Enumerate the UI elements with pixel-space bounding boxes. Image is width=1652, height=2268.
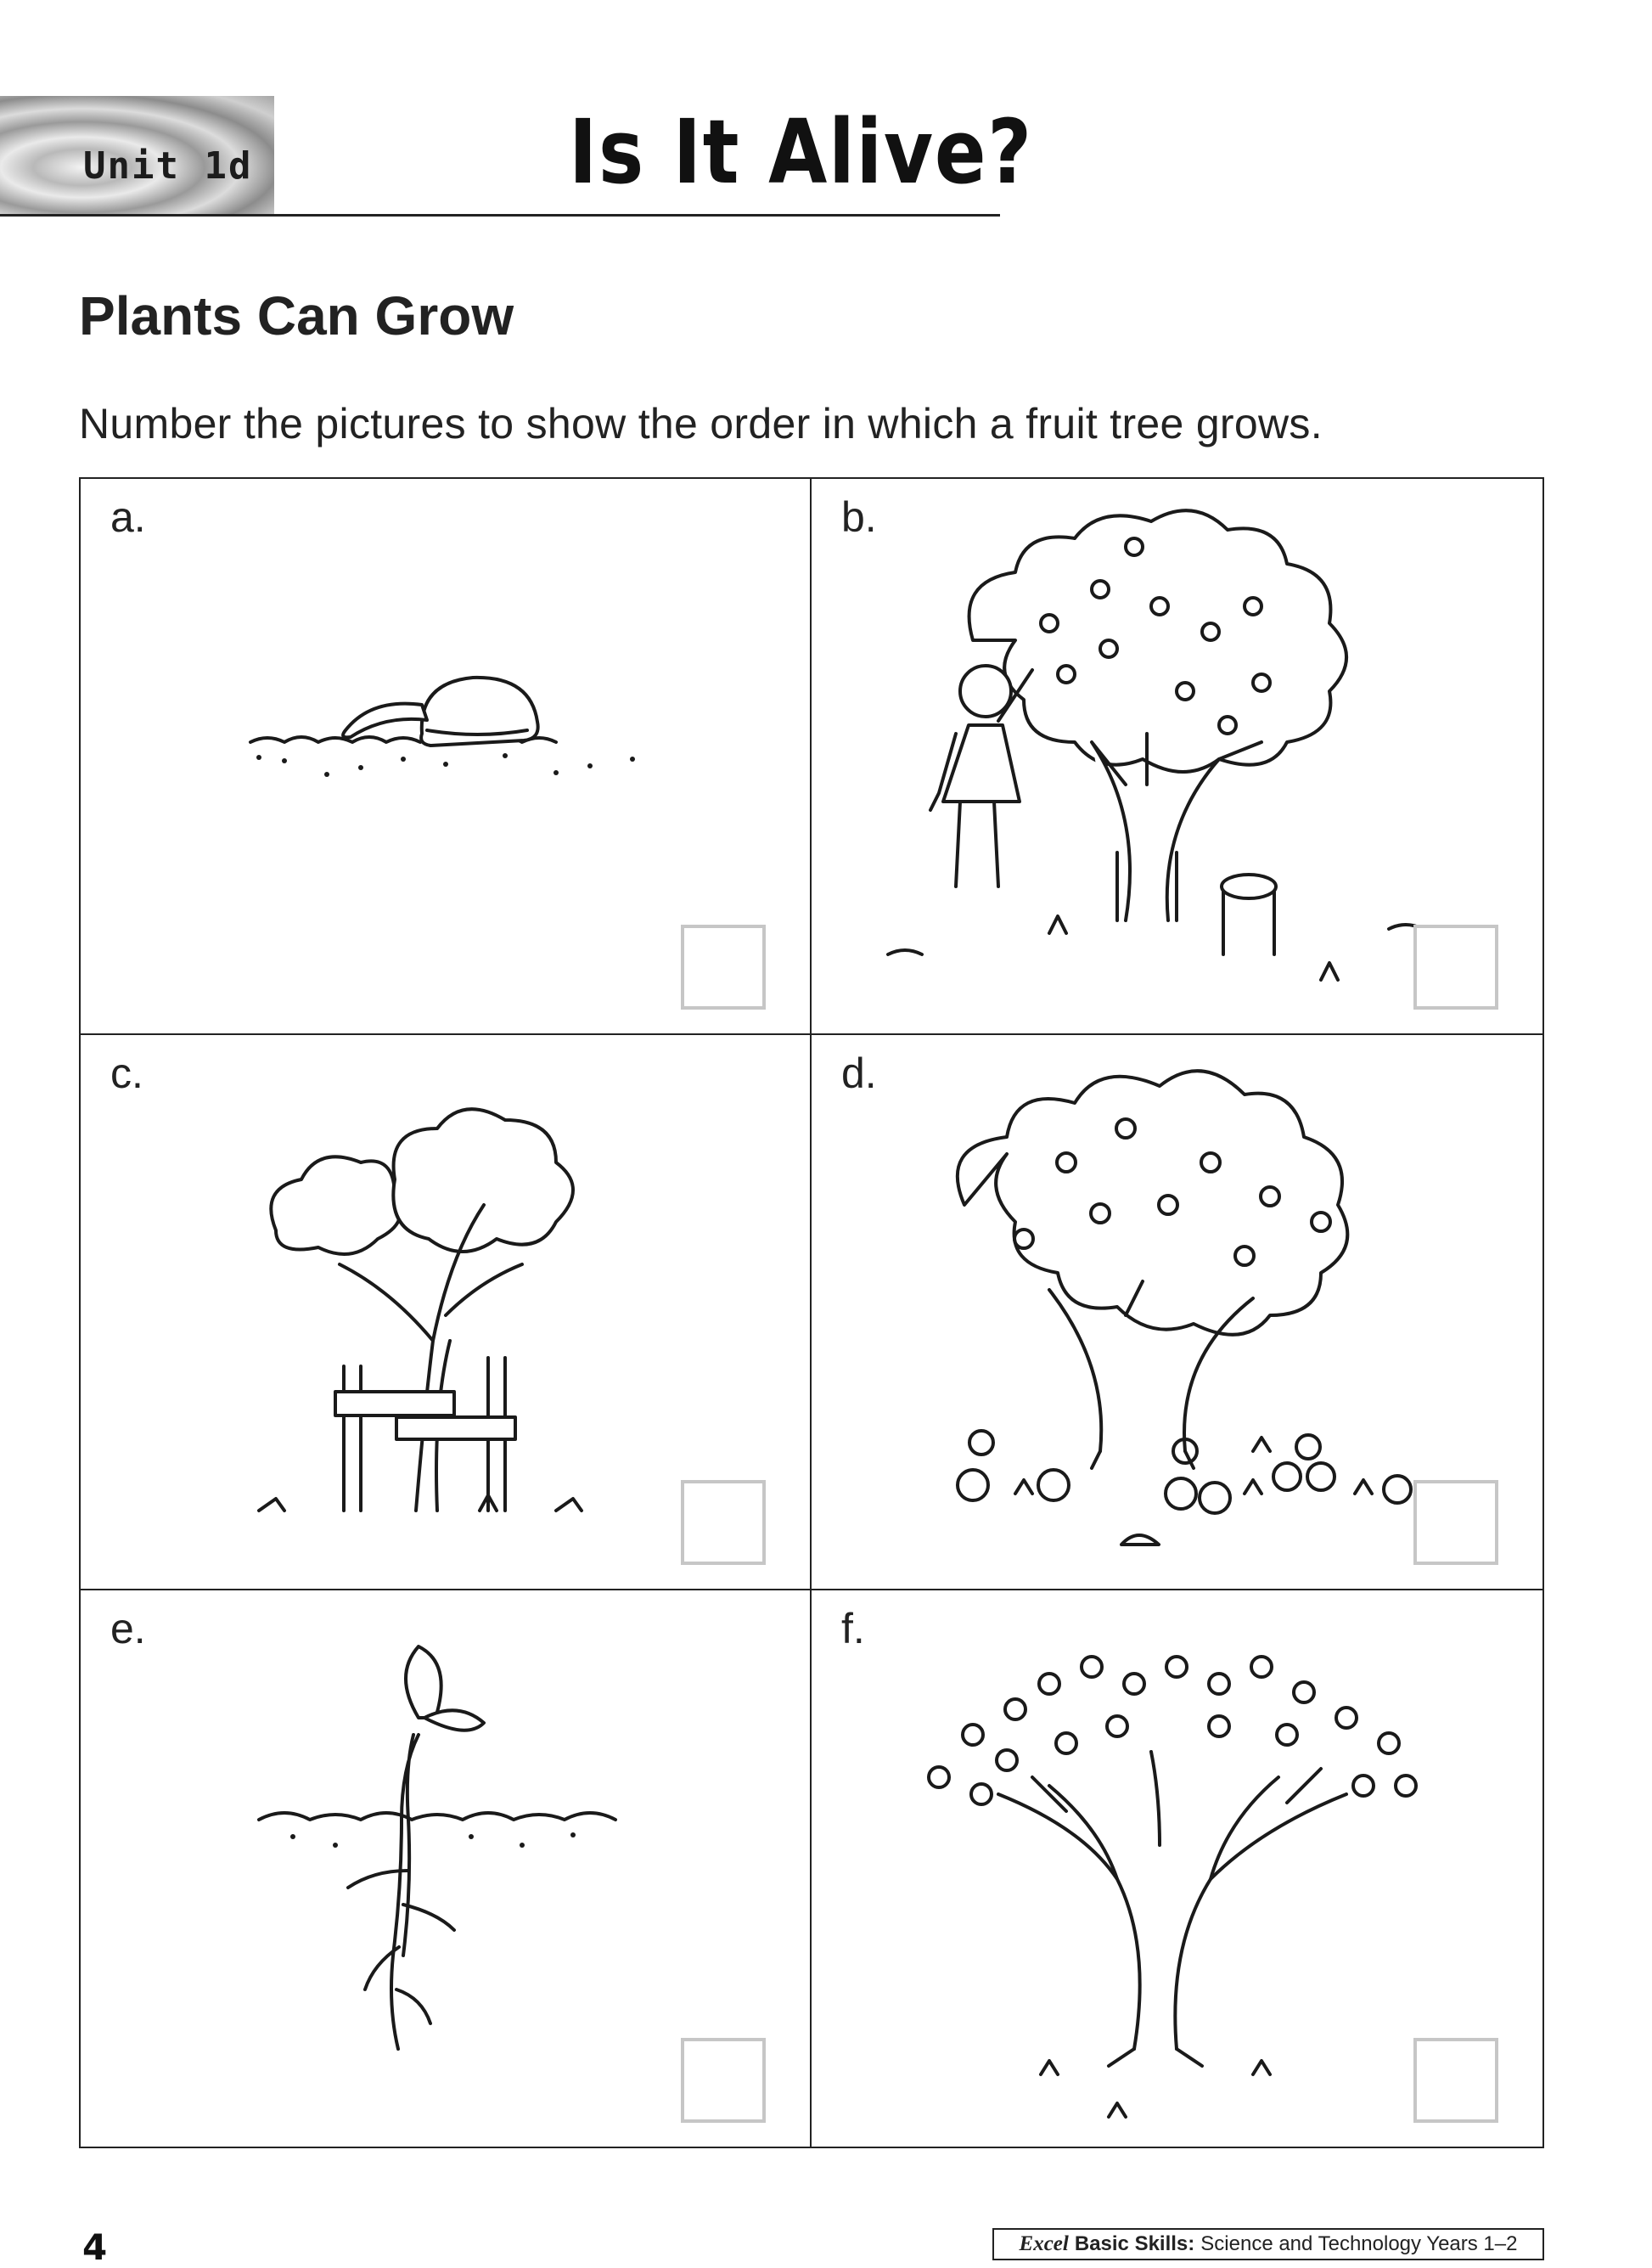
footer-subtitle: Science and Technology Years 1–2 — [1200, 2232, 1518, 2255]
header-rule — [0, 214, 1000, 217]
answer-box-d[interactable] — [1413, 1480, 1498, 1565]
footer-series: Basic Skills: — [1074, 2232, 1195, 2255]
footer-citation — [992, 2228, 1544, 2260]
cell-letter: f. — [841, 1605, 865, 1653]
answer-box-a[interactable] — [681, 925, 766, 1010]
cell-letter: e. — [110, 1605, 146, 1653]
cell-letter: d. — [841, 1049, 877, 1097]
cell-letter: b. — [841, 493, 877, 541]
section-heading: Plants Can Grow — [79, 285, 514, 346]
picture-cell-a — [81, 479, 812, 1035]
picture-cell-c — [81, 1035, 812, 1591]
cell-letter: a. — [110, 493, 146, 541]
picture-cell-d — [812, 1035, 1542, 1591]
picture-cell-b — [812, 479, 1542, 1035]
answer-box-b[interactable] — [1413, 925, 1498, 1010]
cell-letter: c. — [110, 1049, 143, 1097]
unit-label: Unit 1d — [83, 144, 253, 188]
page-title: Is It Alive? — [569, 100, 1033, 204]
page-number: 4 — [82, 2226, 108, 2268]
answer-box-f[interactable] — [1413, 2038, 1498, 2123]
answer-box-e[interactable] — [681, 2038, 766, 2123]
picture-grid — [79, 477, 1544, 2148]
picture-cell-f — [812, 1590, 1542, 2147]
picture-cell-e — [81, 1590, 812, 2147]
footer-brand: Excel — [1019, 2232, 1069, 2255]
instruction-text: Number the pictures to show the order in which a fruit tree grows. — [79, 400, 1323, 447]
answer-box-c[interactable] — [681, 1480, 766, 1565]
